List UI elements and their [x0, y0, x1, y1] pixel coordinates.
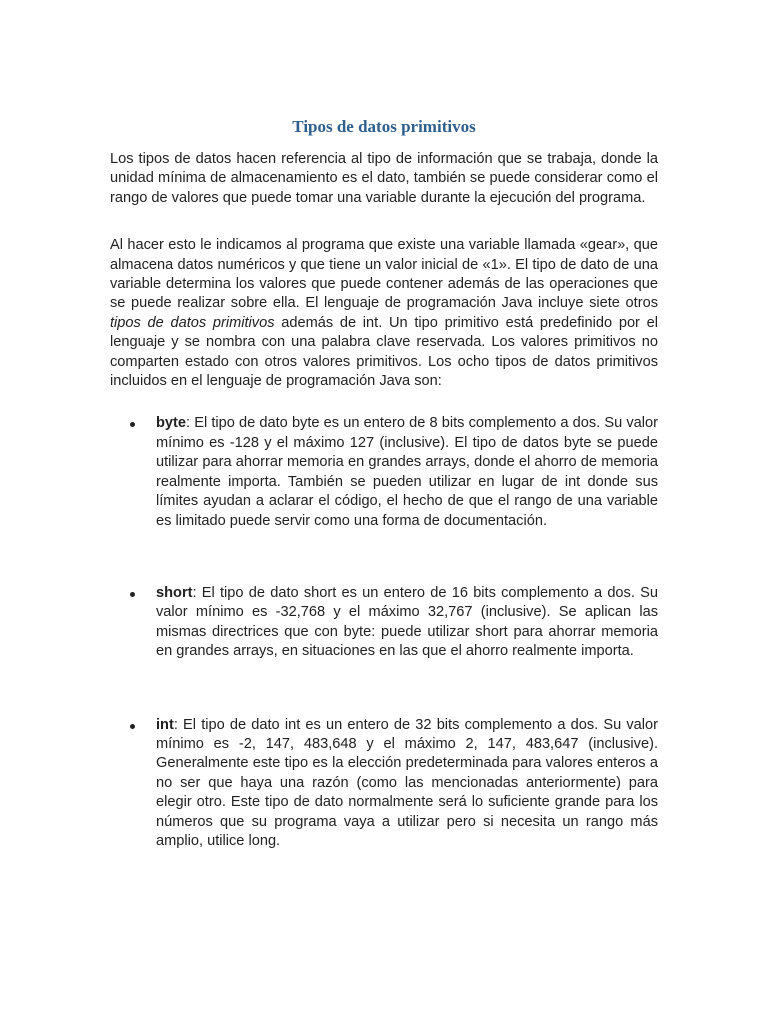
italic-phrase: tipos de datos primitivos: [110, 314, 275, 331]
term-byte: byte: [156, 415, 187, 432]
term-int: int: [156, 716, 174, 733]
paragraph-text-before: Al hacer esto le indicamos al programa que existe una variable llamada «gear», que almacena datos numéricos y que tiene un valor inicial de «1». El tipo de dato de una variable determina los valores que puede contener además de las operaciones que se puede realizar sobre ella. El lenguaje de programación Java incluye siete otros: [110, 237, 658, 312]
paragraph-text-after: además de int. Un tipo primitivo está predefinido por el lenguaje y se nombra con una palabra clave reservada. Los valores primitivos no comparten estado con otros valores primitivos. Los ocho tipos de datos primitivos incluidos en el lenguaje de programación Java son:: [110, 314, 658, 390]
list-item-int: [110, 716, 658, 852]
bullet-dot-icon: [130, 592, 135, 597]
document-title: Tipos de datos primitivos: [292, 117, 476, 136]
intro-paragraph: Los tipos de datos hacen referencia al tipo de información que se trabaja, donde la unidad mínima de almacenamiento es el dato, también se puede considerar como el rango de valores que puede tomar una variable durante la ejecución del programa.: [110, 151, 658, 206]
term-short: short: [156, 584, 193, 601]
bullet-dot-icon: [130, 422, 135, 427]
list-item-short: [110, 584, 658, 662]
document-page: [110, 116, 658, 851]
java-types-paragraph: [110, 236, 658, 391]
list-item-byte: [110, 414, 658, 530]
description-int: : El tipo de dato int es un entero de 32 bits complemento a dos. Su valor mínimo es -2, 147, 483,648 y el máximo 2, 147, 483,647 (inclusive). Generalmente este tipo es la elección predeterminada para valores enteros a no ser que haya una razón (como las mencionadas anteriormente) para elegir otro. Este tipo de dato normalmente será lo suficiente grande para los números que su programa vaya a utilizar pero si necesita un rango más amplio, utilice long.: [156, 716, 658, 849]
bullet-dot-icon: [130, 724, 135, 729]
description-byte: : El tipo de dato byte es un entero de 8 bits complemento a dos. Su valor mínimo es -128 y el máximo 127 (inclusive). El tipo de datos byte se puede utilizar para ahorrar memoria en grandes arrays, donde el ahorro de memoria realmente importa. También se pueden utilizar en lugar de int donde sus límites ayudan a aclarar el código, el hecho de que el rango de una variable es limitado puede servir como una forma de documentación.: [156, 415, 658, 529]
primitive-types-list: [110, 414, 658, 851]
description-short: : El tipo de dato short es un entero de 16 bits complemento a dos. Su valor mínimo es -32,768 y el máximo 32,767 (inclusive). Se aplican las mismas directrices que con byte: puede utilizar short para ahorrar memoria en grandes arrays, en situaciones en las que el ahorro realmente importa.: [156, 584, 658, 660]
